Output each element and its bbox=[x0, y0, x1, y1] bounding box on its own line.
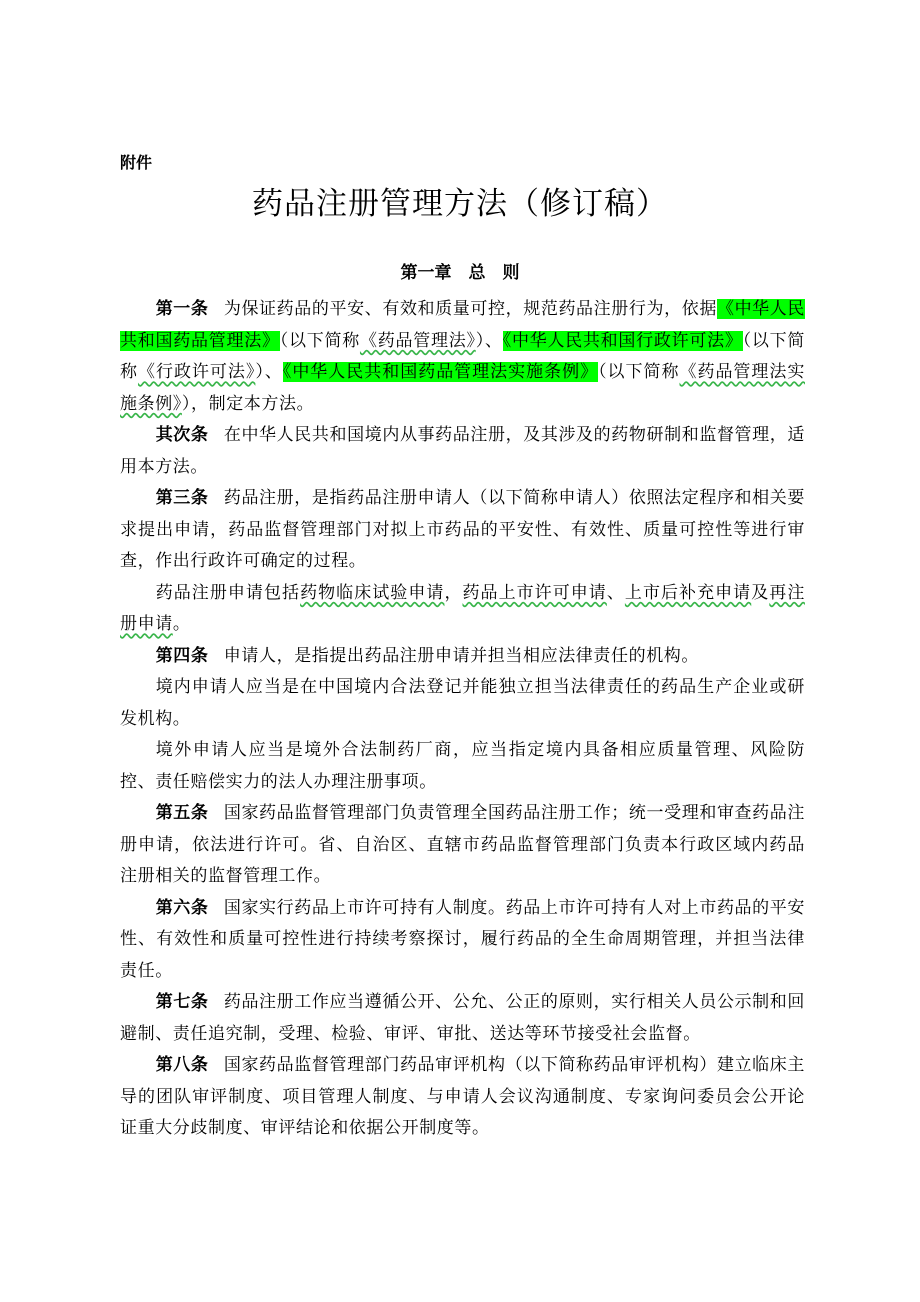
article-4-paragraph-3: 境外申请人应当是境外合法制药厂商，应当指定境内具备相应质量管理、风险防控、责任赔偿实力的法人办理注册事项。 bbox=[120, 740, 805, 792]
article-text: ， bbox=[444, 582, 463, 603]
article-label: 第一条 bbox=[155, 299, 209, 319]
article-text: 、 bbox=[606, 582, 625, 603]
article-text: 药品注册工作应当遵循公开、公允、公正的原则，实行相关人员公示制和回避制、责任追究制，受理、检验、审评、审批、送达等环节接受社会监督。 bbox=[120, 992, 805, 1044]
article-4 bbox=[120, 641, 805, 673]
underlined-term: 上市后补充申请 bbox=[624, 582, 752, 603]
article-text: 药品注册申请包括 bbox=[155, 582, 301, 603]
article-6 bbox=[120, 893, 805, 988]
article-text: 药品注册，是指药品注册申请人（以下简称申请人）依照法定程序和相关要求提出申请，药品监督管理部门对拟上市药品的平安性、有效性、质量可控性等进行审查，作出行政许可确定的过程。 bbox=[120, 488, 805, 571]
article-text: （以下简称 bbox=[598, 362, 680, 382]
article-5 bbox=[120, 798, 805, 893]
article-label: 第三条 bbox=[155, 488, 209, 508]
article-8 bbox=[120, 1050, 805, 1145]
article-7 bbox=[120, 987, 805, 1050]
underlined-reference: 《药品管理法实施条例》 bbox=[120, 362, 805, 414]
underlined-term: 再注册申请 bbox=[120, 582, 805, 634]
article-text: 。 bbox=[172, 614, 191, 634]
article-text: 国家实行药品上市许可持有人制度。药品上市许可持有人对上市药品的平安性、有效性和质量可控性进行持续考察探讨，履行药品的全生命周期管理，并担当法律责任。 bbox=[120, 897, 805, 981]
article-3-paragraph-2 bbox=[120, 578, 805, 641]
article-label: 第六条 bbox=[155, 897, 209, 918]
article-text: 国家药品监督管理部门药品审评机构（以下简称药品审评机构）建立临床主导的团队审评制度、项目管理人制度、与申请人会议沟通制度、专家询问委员会公开论证重大分歧制度、审评结论和依据公开制度等。 bbox=[120, 1055, 805, 1138]
underlined-term: 药品上市许可申请 bbox=[462, 582, 607, 603]
document-body bbox=[120, 294, 805, 1145]
article-label: 第五条 bbox=[155, 803, 209, 823]
highlighted-law-reference: 《中华人民共和国药品管理法》 bbox=[120, 299, 805, 351]
chapter-heading: 第一章 总 则 bbox=[400, 263, 520, 283]
article-text: 为保证药品的平安、有效和质量可控，规范药品注册行为，依据 bbox=[223, 299, 717, 319]
underlined-reference: 《药品管理法》 bbox=[359, 330, 476, 351]
article-text: （以下简称 bbox=[279, 330, 360, 351]
article-text: 在中华人民共和国境内从事药品注册，及其涉及的药物研制和监督管理，适用本方法。 bbox=[120, 425, 805, 477]
article-text: ）、 bbox=[475, 330, 503, 351]
article-text: （以下简称 bbox=[120, 330, 806, 382]
article-2 bbox=[120, 420, 805, 483]
article-text: ），制定本方法。 bbox=[181, 393, 315, 414]
article-4-paragraph-2: 境内申请人应当是在中国境内合法登记并能独立担当法律责任的药品生产企业或研发机构。 bbox=[120, 677, 805, 729]
article-label: 第七条 bbox=[155, 992, 209, 1012]
article-1 bbox=[120, 294, 805, 420]
highlighted-law-reference: 《中华人民共和国药品管理法实施条例》 bbox=[282, 362, 599, 382]
article-3 bbox=[120, 483, 805, 578]
document-title: 药品注册管理方法（修订稿） bbox=[252, 186, 668, 222]
underlined-reference: 《行政许可法》 bbox=[137, 362, 256, 382]
attachment-label: 附件 bbox=[120, 153, 153, 172]
highlighted-law-reference: 《中华人民共和国行政许可法》 bbox=[502, 330, 743, 351]
article-text: 及 bbox=[751, 582, 770, 603]
article-label: 第八条 bbox=[155, 1055, 209, 1075]
article-text: 申请人，是指提出药品注册申请并担当相应法律责任的机构。 bbox=[223, 645, 699, 666]
underlined-term: 药物临床试验申请 bbox=[300, 582, 445, 603]
article-label: 其次条 bbox=[155, 425, 209, 445]
article-text: ）、 bbox=[255, 362, 283, 382]
article-label: 第四条 bbox=[155, 645, 209, 666]
article-text: 国家药品监督管理部门负责管理全国药品注册工作；统一受理和审查药品注册申请，依法进行许可。省、自治区、直辖市药品监督管理部门负责本行政区域内药品注册相关的监督管理工作。 bbox=[120, 803, 805, 886]
